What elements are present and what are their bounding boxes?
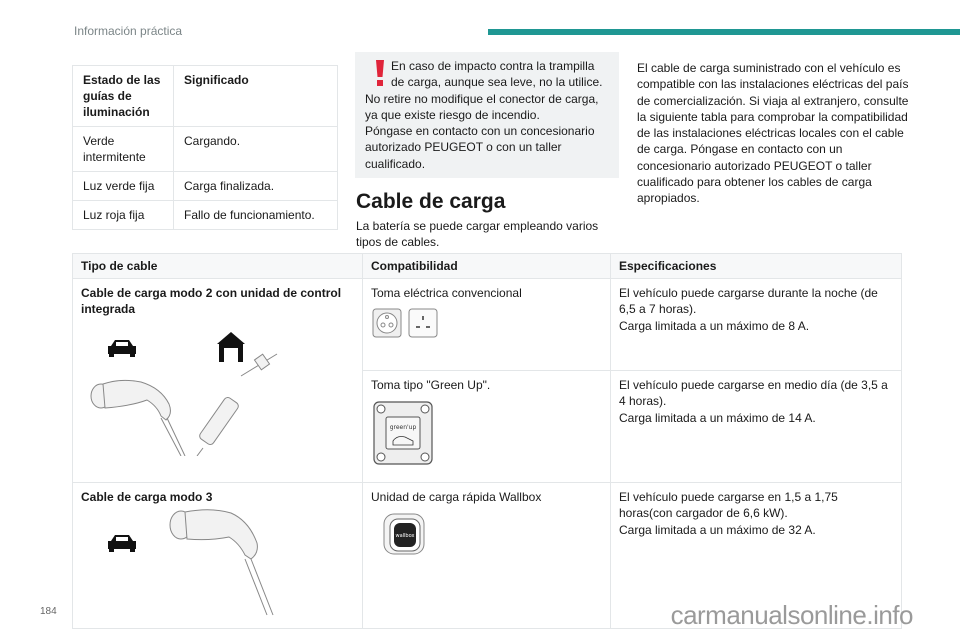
compatibility-label: Toma eléctrica convencional — [371, 286, 522, 300]
column-header: Estado de las guías de iluminación — [73, 66, 174, 127]
table-row — [73, 201, 338, 230]
spec-line: Carga limitada a un máximo de 14 A. — [619, 410, 816, 425]
table-row — [73, 172, 338, 201]
compatibility-note: El cable de carga suministrado con el vehículo es compatible con las instalaciones eléctricas del país de comercialización. Si viaja al extranjero, consulte la siguiente tabla para comprobar la compatibilidad de las instalaciones eléctricas locales con el cable de carga. Póngase en contacto con un concesionario autorizado PEUGEOT o taller cualificado para obtener los cables de carga apropiados. — [637, 61, 909, 206]
meaning-cell: Cargando. — [174, 127, 338, 172]
compatibility-label: Toma tipo "Green Up". — [371, 378, 491, 392]
meaning-cell: Carga finalizada. — [174, 172, 338, 201]
header-accent-rule — [488, 29, 960, 35]
section-title: Cable de carga — [356, 190, 506, 213]
column-header: Compatibilidad — [363, 254, 611, 279]
specification-cell — [611, 279, 902, 371]
cable-type-label: Cable de carga modo 2 con unidad de control integrada — [81, 286, 342, 317]
warning-box — [355, 52, 619, 178]
house-icon — [217, 332, 245, 362]
lighting-status-table — [72, 65, 338, 230]
car-icon — [108, 340, 136, 357]
spec-line: El vehículo puede cargarse durante la noche (de 6,5 a 7 horas). — [619, 286, 878, 317]
greenup-socket-icon — [371, 399, 435, 467]
meaning-cell: Fallo de funcionamiento. — [174, 201, 338, 230]
domestic-socket-icons — [371, 307, 451, 341]
status-cell: Luz verde fija — [73, 172, 174, 201]
spec-line: Carga limitada a un máximo de 32 A. — [619, 522, 816, 537]
car-icon — [108, 535, 136, 552]
mode3-cable-illustration — [81, 507, 281, 617]
table-header-row — [73, 66, 338, 127]
warning-text: No retire no modifique el conector de carga, ya que existe riesgo de incendio. — [365, 91, 599, 122]
compatibility-label: Unidad de carga rápida Wallbox — [371, 490, 542, 504]
column-header: Especificaciones — [611, 254, 902, 279]
type2-connector-icon — [170, 510, 273, 615]
spec-line: Carga limitada a un máximo de 8 A. — [619, 318, 810, 333]
status-cell: Luz roja fija — [73, 201, 174, 230]
status-cell: Verde intermitente — [73, 127, 174, 172]
compatibility-cell — [363, 483, 611, 629]
warning-text: En caso de impacto contra la trampilla de carga, aunque sea leve, no la utilice. — [391, 59, 603, 90]
section-header: Información práctica — [74, 24, 183, 38]
compatibility-cell — [363, 279, 611, 371]
cable-type-cell — [73, 279, 363, 483]
table-row — [73, 279, 902, 371]
specification-cell — [611, 371, 902, 483]
cable-types-table — [72, 253, 902, 629]
table-header-row — [73, 254, 902, 279]
type-e-socket-icon — [373, 309, 401, 337]
compatibility-cell — [363, 371, 611, 483]
type2-connector-icon — [91, 380, 185, 456]
watermark: carmanualsonline.info — [670, 600, 913, 630]
svg-text:wallbox: wallbox — [395, 533, 415, 540]
spec-line: El vehículo puede cargarse en 1,5 a 1,75 horas(con cargador de 6,6 kW). — [619, 490, 838, 521]
wallbox-icon — [381, 511, 431, 557]
exclamation-icon — [373, 59, 387, 87]
svg-text:green'up: green'up — [389, 424, 417, 432]
cable-type-cell — [73, 483, 363, 629]
column-header: Tipo de cable — [73, 254, 363, 279]
cable-type-label: Cable de carga modo 3 — [81, 490, 213, 504]
section-intro: La batería se puede cargar empleando varios tipos de cables. — [356, 219, 599, 249]
warning-text: Póngase en contacto con un concesionario autorizado PEUGEOT o con un taller cualificado. — [365, 124, 595, 171]
uk-socket-icon — [409, 309, 437, 337]
column-header: Significado — [174, 66, 338, 127]
page-number: 184 — [40, 606, 57, 617]
spec-line: El vehículo puede cargarse en medio día (de 3,5 a 4 horas). — [619, 378, 888, 409]
mode2-cable-illustration — [81, 326, 281, 456]
control-box-icon — [197, 354, 277, 456]
table-row — [73, 127, 338, 172]
